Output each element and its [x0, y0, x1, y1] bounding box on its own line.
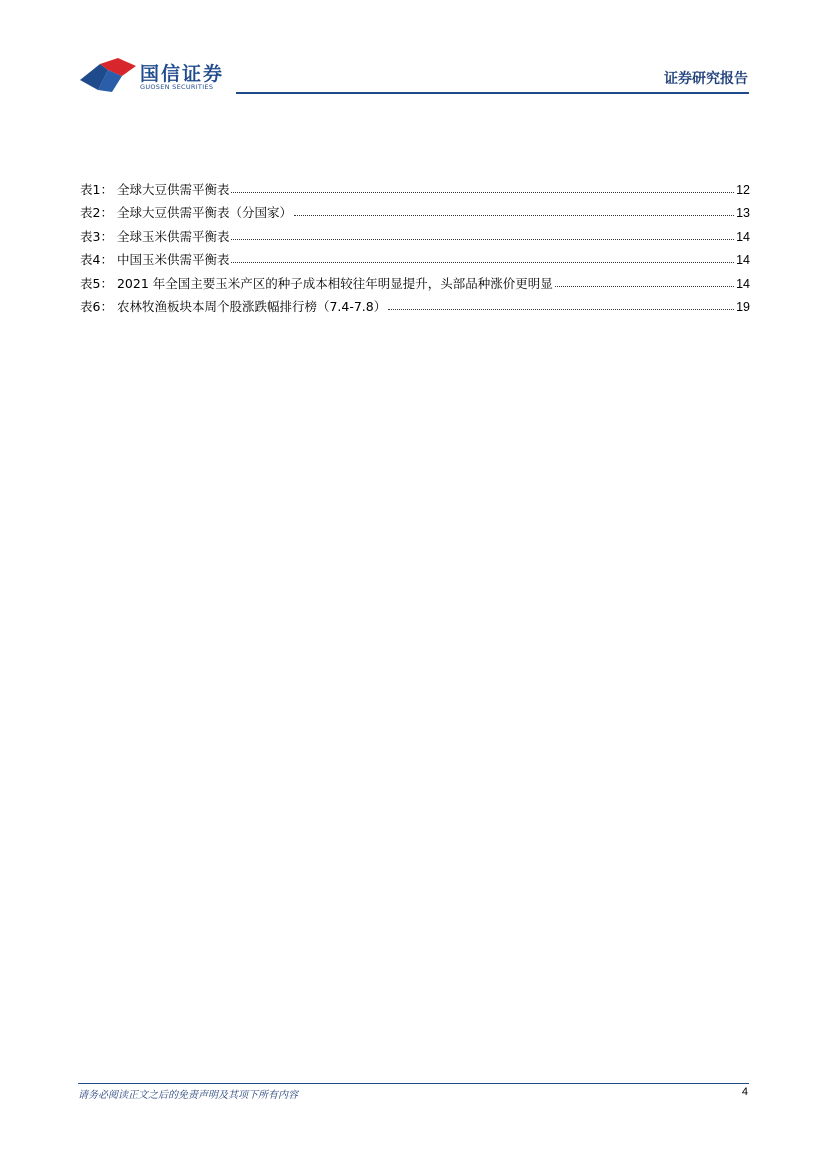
toc-entry-title: 全球大豆供需平衡表（分国家）: [116, 205, 292, 221]
toc-entry[interactable]: [80, 203, 750, 226]
table-of-tables: [80, 180, 750, 320]
toc-entry[interactable]: [80, 227, 750, 250]
toc-entry-label: 表2: [80, 205, 101, 221]
toc-entry-page: 14: [736, 229, 750, 244]
footer-divider: [78, 1083, 749, 1084]
toc-entry-page: 14: [736, 253, 750, 268]
toc-entry-separator: ：: [100, 182, 113, 197]
toc-entry[interactable]: [80, 180, 750, 203]
toc-entry-label: 表6: [80, 298, 101, 314]
header-divider: [236, 92, 749, 94]
toc-entry-title: 2021 年全国主要玉米产区的种子成本相较往年明显提升，头部品种涨价更明显: [116, 275, 553, 291]
toc-dot-leader: [231, 227, 734, 240]
toc-entry-page: 19: [736, 299, 750, 314]
toc-dot-leader: [294, 203, 734, 216]
toc-entry[interactable]: [80, 250, 750, 273]
toc-entry-page: 13: [736, 206, 750, 221]
toc-dot-leader: [231, 250, 734, 263]
toc-entry-title: 全球大豆供需平衡表: [116, 182, 230, 197]
toc-entry-separator: ：: [100, 275, 113, 291]
toc-dot-leader: [231, 180, 734, 193]
logo-english-name: GUOSEN SECURITIES: [140, 83, 214, 91]
toc-entry-title: 全球玉米供需平衡表: [116, 228, 230, 244]
toc-entry-page: 14: [736, 276, 750, 291]
toc-dot-leader: [555, 274, 734, 287]
page-header: [0, 0, 827, 100]
toc-entry-title: 中国玉米供需平衡表: [116, 252, 230, 268]
toc-entry-separator: ：: [100, 228, 113, 244]
toc-dot-leader: [388, 297, 734, 310]
toc-entry-label: 表5: [80, 275, 101, 291]
guosen-logo-icon: [78, 56, 138, 96]
toc-entry-separator: ：: [100, 298, 113, 314]
report-type-title: 证券研究报告: [664, 71, 748, 87]
toc-entry-separator: ：: [100, 252, 113, 268]
guosen-logo: [78, 56, 238, 96]
toc-entry-label: 表3: [80, 228, 101, 244]
toc-entry-page: 12: [736, 183, 750, 197]
toc-entry-label: 表4: [80, 252, 101, 268]
toc-entry[interactable]: [80, 274, 750, 297]
toc-entry-label: 表1: [80, 182, 101, 197]
page-number: 4: [741, 1086, 748, 1098]
toc-entry[interactable]: [80, 297, 750, 320]
disclaimer-note: 请务必阅读正文之后的免责声明及其项下所有内容: [78, 1090, 298, 1101]
toc-entry-title: 农林牧渔板块本周个股涨跌幅排行榜（7.4-7.8）: [116, 298, 387, 314]
logo-chinese-name: 国信证券: [140, 63, 225, 85]
toc-entry-separator: ：: [100, 205, 113, 221]
